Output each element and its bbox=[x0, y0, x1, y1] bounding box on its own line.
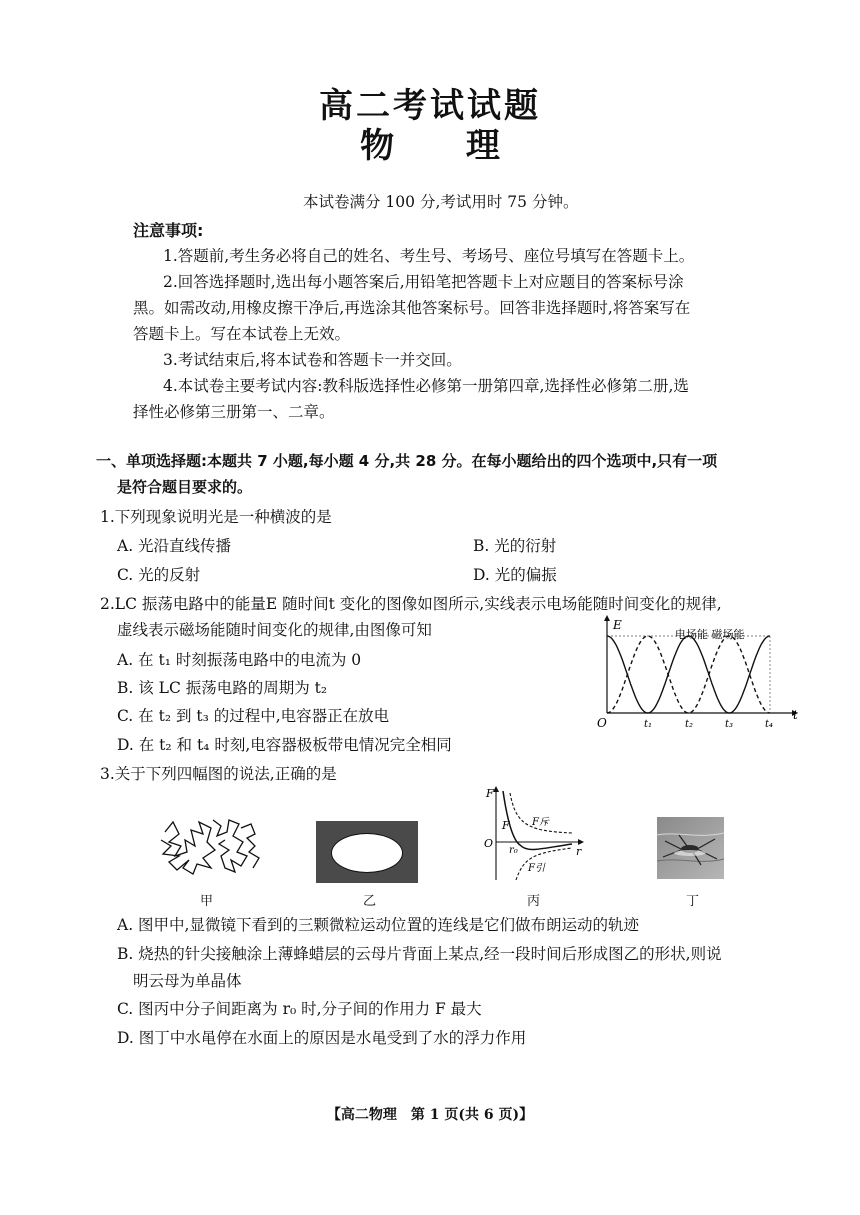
y-axis-arrow bbox=[604, 615, 610, 621]
figure-caption-ding: 丁 bbox=[686, 894, 700, 909]
q1-option-b: B. 光的衍射 bbox=[473, 537, 557, 555]
section-heading-cont: 是符合题目要求的。 bbox=[117, 478, 253, 496]
x-axis-label: t bbox=[793, 708, 798, 722]
q1-option-c: C. 光的反射 bbox=[117, 566, 201, 584]
svg-text:O: O bbox=[484, 837, 494, 850]
notice-line: 答题卡上。写在本试卷上无效。 bbox=[133, 325, 351, 343]
figure-caption-bing: 丙 bbox=[527, 894, 541, 909]
notice-line: 1.答题前,考生务必将自己的姓名、考生号、考场号、座位号填写在答题卡上。 bbox=[163, 247, 695, 265]
q2-option-c: C. 在 t₂ 到 t₃ 的过程中,电容器正在放电 bbox=[117, 707, 390, 725]
q2-option-d: D. 在 t₂ 和 t₄ 时刻,电容器极板带电情况完全相同 bbox=[117, 736, 452, 754]
subject-title: 物 理 bbox=[360, 126, 500, 166]
molecular-force-graph bbox=[476, 785, 586, 885]
origin-label: O bbox=[597, 716, 607, 730]
magnetic-energy-curve bbox=[607, 636, 770, 713]
svg-text:F斥: F斥 bbox=[532, 817, 549, 828]
q1-stem: 1.下列现象说明光是一种横波的是 bbox=[100, 508, 332, 526]
q3-option-b-cont: 明云母为单晶体 bbox=[133, 972, 242, 990]
tick-label: t₃ bbox=[725, 719, 734, 730]
notice-title: 注意事项: bbox=[133, 221, 204, 240]
tick-label: t₄ bbox=[765, 719, 774, 730]
mica-plate-figure bbox=[316, 821, 418, 883]
electric-energy-curve bbox=[607, 636, 770, 713]
wax-ellipse bbox=[331, 833, 403, 873]
svg-text:r₀: r₀ bbox=[509, 845, 518, 856]
q3-stem: 3.关于下列四幅图的说法,正确的是 bbox=[100, 765, 337, 783]
energy-time-graph bbox=[595, 613, 800, 735]
q2-option-a: A. 在 t₁ 时刻振荡电路中的电流为 0 bbox=[117, 651, 362, 669]
svg-text:F: F bbox=[486, 787, 494, 800]
q3-option-d: D. 图丁中水黾停在水面上的原因是水黾受到了水的浮力作用 bbox=[117, 1029, 527, 1047]
svg-text:r: r bbox=[576, 845, 582, 858]
notice-line: 4.本试卷主要考试内容:教科版选择性必修第一册第四章,选择性必修第二册,选 bbox=[163, 377, 689, 395]
q1-option-a: A. 光沿直线传播 bbox=[117, 537, 232, 555]
notice-line: 择性必修第三册第一、二章。 bbox=[133, 403, 335, 421]
exam-title: 高二考试试题 bbox=[319, 86, 541, 126]
page-footer: 【高二物理 第 1 页(共 6 页)】 bbox=[326, 1107, 534, 1123]
q2-stem-cont: 虚线表示磁场能随时间变化的规律,由图像可知 bbox=[117, 621, 432, 639]
svg-text:F引: F引 bbox=[528, 863, 545, 874]
graph-legend: 电场能 磁场能 bbox=[675, 628, 745, 641]
brownian-motion-figure bbox=[155, 812, 265, 882]
q3-option-a: A. 图甲中,显微镜下看到的三颗微粒运动位置的连线是它们做布朗运动的轨迹 bbox=[117, 916, 639, 934]
exam-intro: 本试卷满分 100 分,考试用时 75 分钟。 bbox=[303, 193, 579, 211]
q2-option-b: B. 该 LC 振荡电路的周期为 t₂ bbox=[117, 679, 328, 697]
notice-line: 3.考试结束后,将本试卷和答题卡一并交回。 bbox=[163, 351, 462, 369]
y-axis-label: E bbox=[613, 618, 622, 632]
tick-label: t₂ bbox=[685, 719, 694, 730]
figure-caption-jia: 甲 bbox=[200, 894, 214, 909]
notice-line: 2.回答选择题时,选出每小题答案后,用铅笔把答题卡上对应题目的答案标号涂 bbox=[163, 273, 684, 291]
water-strider-photo bbox=[657, 817, 724, 879]
svg-text:F: F bbox=[502, 819, 510, 832]
q3-option-c: C. 图丙中分子间距离为 r₀ 时,分子间的作用力 F 最大 bbox=[117, 1000, 482, 1018]
q2-stem: 2.LC 振荡电路中的能量E 随时间t 变化的图像如图所示,实线表示电场能随时间变化的规律, bbox=[100, 595, 722, 613]
notice-line: 黑。如需改动,用橡皮擦干净后,再选涂其他答案标号。回答非选择题时,将答案写在 bbox=[133, 299, 691, 317]
q3-option-b: B. 烧热的针尖接触涂上薄蜂蜡层的云母片背面上某点,经一段时间后形成图乙的形状,则说 bbox=[117, 945, 722, 963]
q1-option-d: D. 光的偏振 bbox=[473, 566, 557, 584]
figure-caption-yi: 乙 bbox=[363, 894, 377, 909]
tick-label: t₁ bbox=[644, 719, 653, 730]
section-heading: 一、单项选择题:本题共 7 小题,每小题 4 分,共 28 分。在每小题给出的四个选项中,只有一项 bbox=[96, 452, 718, 470]
